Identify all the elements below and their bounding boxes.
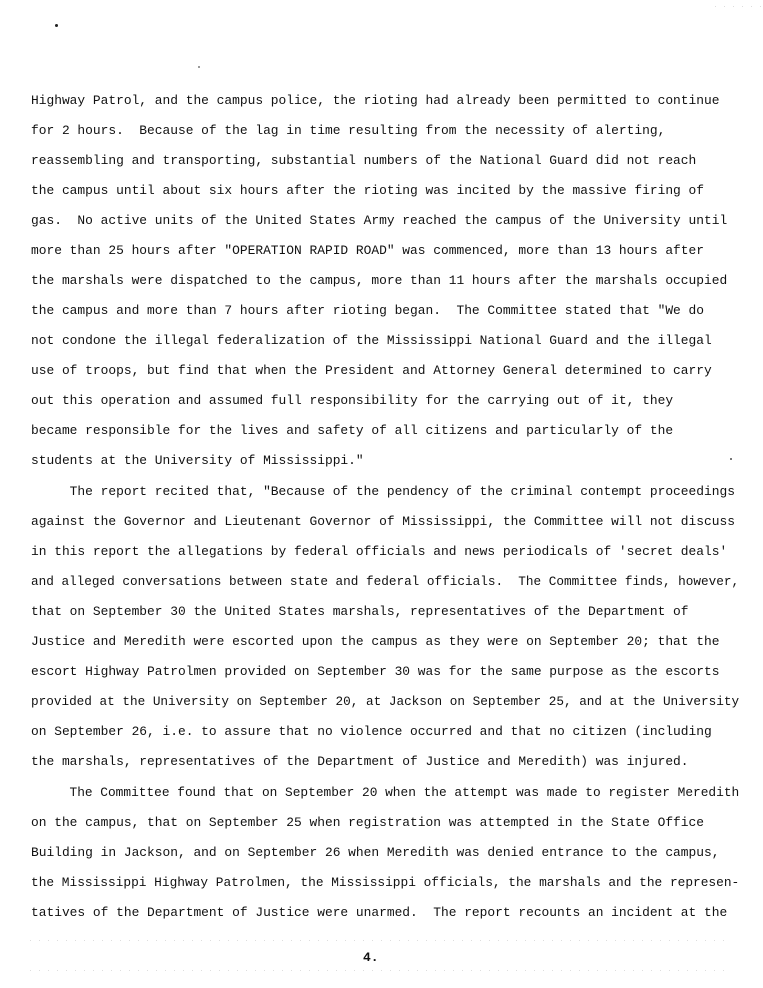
text-line: use of troops, but find that when the President and Attorney General determined to carry (31, 363, 712, 378)
text-line: escort Highway Patrolmen provided on September 30 was for the same purpose as the escorts (31, 664, 720, 679)
text-line: provided at the University on September 20, at Jackson on September 25, and at the University (31, 694, 740, 709)
text-line: The Committee found that on September 20 when the attempt was made to register Meredith (31, 785, 740, 800)
text-line: against the Governor and Lieutenant Governor of Mississippi, the Committee will not discuss (31, 514, 735, 529)
text-line: on the campus, that on September 25 when registration was attempted in the State Office (31, 815, 705, 830)
text-line: The report recited that, "Because of the pendency of the criminal contempt proceedings (31, 484, 735, 499)
text-line: gas. No active units of the United States Army reached the campus of the University until (31, 213, 728, 228)
text-line: Justice and Meredith were escorted upon the campus as they were on September 20; that the (31, 634, 720, 649)
scan-noise (30, 940, 730, 941)
text-line: Highway Patrol, and the campus police, the rioting had already been permitted to continue (31, 93, 720, 108)
text-line: for 2 hours. Because of the lag in time resulting from the necessity of alerting, (31, 123, 666, 138)
text-line: the marshals were dispatched to the campus, more than 11 hours after the marshals occupied (31, 273, 728, 288)
text-line: the marshals, representatives of the Department of Justice and Meredith) was injured. (31, 754, 689, 769)
scan-speck (198, 66, 200, 68)
page-number: 4. (363, 950, 379, 965)
text-line: the campus and more than 7 hours after rioting began. The Committee stated that "We do (31, 303, 705, 318)
text-line: Building in Jackson, and on September 26 when Meredith was denied entrance to the campus, (31, 845, 720, 860)
text-line: reassembling and transporting, substantial numbers of the National Guard did not reach (31, 153, 697, 168)
scan-speck (730, 458, 732, 460)
text-line: the campus until about six hours after the rioting was incited by the massive firing of (31, 183, 705, 198)
scan-speck (55, 24, 58, 27)
text-line: not condone the illegal federalization of the Mississippi National Guard and the illegal (31, 333, 712, 348)
text-line: that on September 30 the United States marshals, representatives of the Department of (31, 604, 689, 619)
scan-noise (715, 6, 763, 7)
text-line: students at the University of Mississippi." (31, 453, 364, 468)
scan-noise (30, 970, 730, 971)
text-line: in this report the allegations by federal officials and news periodicals of 'secret deals' (31, 544, 728, 559)
text-line: out this operation and assumed full responsibility for the carrying out of it, they (31, 393, 674, 408)
text-line: more than 25 hours after "OPERATION RAPID ROAD" was commenced, more than 13 hours after (31, 243, 705, 258)
text-line: tatives of the Department of Justice were unarmed. The report recounts an incident at the (31, 905, 728, 920)
text-line: and alleged conversations between state and federal officials. The Committee finds, however, (31, 574, 740, 589)
text-line: became responsible for the lives and safety of all citizens and particularly of the (31, 423, 674, 438)
text-line: on September 26, i.e. to assure that no violence occurred and that no citizen (including (31, 724, 712, 739)
text-line: the Mississippi Highway Patrolmen, the Mississippi officials, the marshals and the represen- (31, 875, 740, 890)
